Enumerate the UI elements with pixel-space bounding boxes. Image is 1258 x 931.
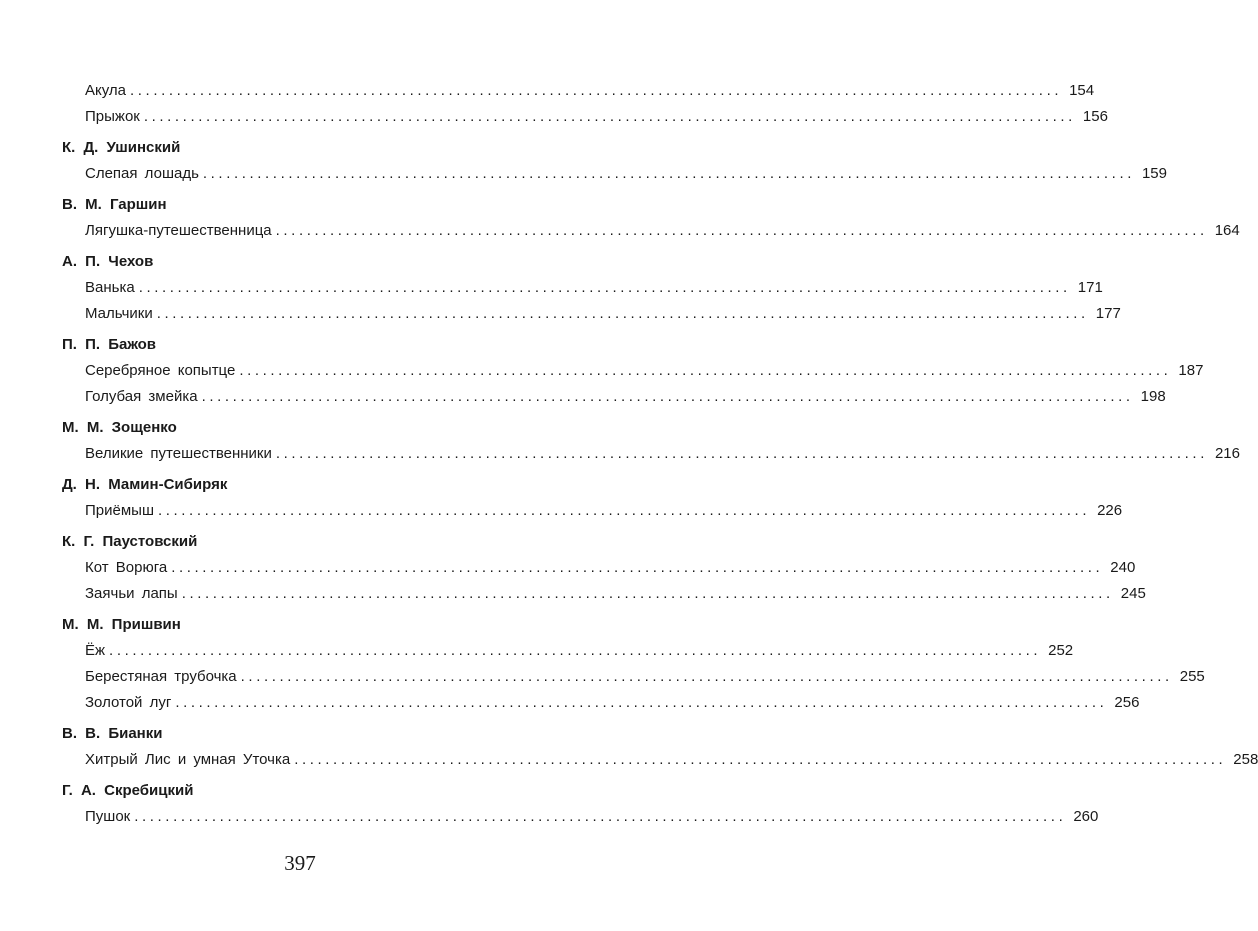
entry-title: Прыжок <box>85 108 140 125</box>
entry-title: Акула <box>85 82 127 99</box>
toc-entry <box>85 82 1095 100</box>
toc-entry <box>85 642 1074 660</box>
page-number: 397 <box>284 851 316 875</box>
author-heading: К. Г. Паустовский <box>62 533 198 550</box>
entry-page-number: 154 <box>1069 82 1095 99</box>
toc-entry <box>85 279 1103 297</box>
toc-entry <box>85 165 1167 183</box>
toc-entry <box>85 222 1240 240</box>
entry-page-number: 171 <box>1077 279 1103 296</box>
entry-page-number: 177 <box>1095 305 1121 322</box>
dot-leader: ........................................................................................................................ <box>171 559 1104 576</box>
toc-entry <box>85 585 1146 603</box>
entry-page-number: 256 <box>1114 694 1140 711</box>
toc-entry <box>85 388 1166 406</box>
entry-page-number: 245 <box>1120 585 1146 602</box>
toc-entry <box>85 445 1240 463</box>
entry-page-number: 164 <box>1214 222 1240 239</box>
entry-title: Золотой луг <box>85 694 172 711</box>
toc-entry <box>85 751 1258 769</box>
toc-entry <box>85 305 1121 323</box>
dot-leader: ........................................................................................................................ <box>138 279 1071 296</box>
dot-leader: ........................................................................................................................ <box>109 642 1042 659</box>
dot-leader: ........................................................................................................................ <box>175 694 1108 711</box>
author-heading: В. М. Гаршин <box>62 196 167 213</box>
toc-entry <box>85 668 1205 686</box>
entry-title: Берестяная трубочка <box>85 668 237 685</box>
entry-title: Мальчики <box>85 305 153 322</box>
entry-page-number: 156 <box>1082 108 1108 125</box>
entry-title: Серебряное копытце <box>85 362 236 379</box>
toc-entry <box>85 808 1099 826</box>
entry-title: Голубая змейка <box>85 388 198 405</box>
dot-leader: ........................................................................................................................ <box>201 388 1134 405</box>
entry-title: Пушок <box>85 808 131 825</box>
entry-title: Великие путешественники <box>85 445 272 462</box>
entry-title: Ванька <box>85 279 135 296</box>
toc-entry <box>85 502 1123 520</box>
entry-page-number: 255 <box>1179 668 1205 685</box>
dot-leader: ........................................................................................................................ <box>156 305 1089 322</box>
dot-leader: ........................................................................................................................ <box>134 808 1067 825</box>
entry-page-number: 252 <box>1048 642 1074 659</box>
toc-entry <box>85 108 1108 126</box>
dot-leader: ........................................................................................................................ <box>181 585 1114 602</box>
author-heading: П. П. Бажов <box>62 336 157 353</box>
author-heading: М. М. Зощенко <box>62 419 177 436</box>
author-heading: Г. А. Скребицкий <box>62 782 194 799</box>
dot-leader: ........................................................................................................................ <box>240 668 1173 685</box>
entry-title: Кот Ворюга <box>85 559 168 576</box>
entry-page-number: 187 <box>1178 362 1204 379</box>
dot-leader: ........................................................................................................................ <box>275 445 1208 462</box>
author-heading: А. П. Чехов <box>62 253 154 270</box>
entry-page-number: 226 <box>1097 502 1123 519</box>
toc-entry <box>85 694 1140 712</box>
entry-page-number: 240 <box>1110 559 1136 576</box>
dot-leader: ........................................................................................................................ <box>143 108 1076 125</box>
author-heading: К. Д. Ушинский <box>62 139 181 156</box>
entry-title: Ёж <box>85 642 106 659</box>
entry-page-number: 258 <box>1233 751 1258 768</box>
entry-page-number: 216 <box>1214 445 1240 462</box>
toc-entry <box>85 362 1204 380</box>
entry-title: Приёмыш <box>85 502 154 519</box>
entry-title: Слепая лошадь <box>85 165 199 182</box>
toc-entry <box>85 559 1136 577</box>
entry-title: Хитрый Лис и умная Уточка <box>85 751 291 768</box>
author-heading: Д. Н. Мамин-Сибиряк <box>62 476 228 493</box>
dot-leader: ........................................................................................................................ <box>294 751 1227 768</box>
dot-leader: ........................................................................................................................ <box>239 362 1172 379</box>
entry-page-number: 260 <box>1073 808 1099 825</box>
dot-leader: ........................................................................................................................ <box>202 165 1135 182</box>
author-heading: М. М. Пришвин <box>62 616 181 633</box>
dot-leader: ........................................................................................................................ <box>130 82 1063 99</box>
author-heading: В. В. Бианки <box>62 725 163 742</box>
dot-leader: ........................................................................................................................ <box>157 502 1091 519</box>
entry-title: Лягушка-путешественница <box>85 222 272 239</box>
entry-page-number: 198 <box>1140 388 1166 405</box>
dot-leader: ........................................................................................................................ <box>275 222 1208 239</box>
entry-title: Заячьи лапы <box>85 585 178 602</box>
entry-page-number: 159 <box>1141 165 1167 182</box>
